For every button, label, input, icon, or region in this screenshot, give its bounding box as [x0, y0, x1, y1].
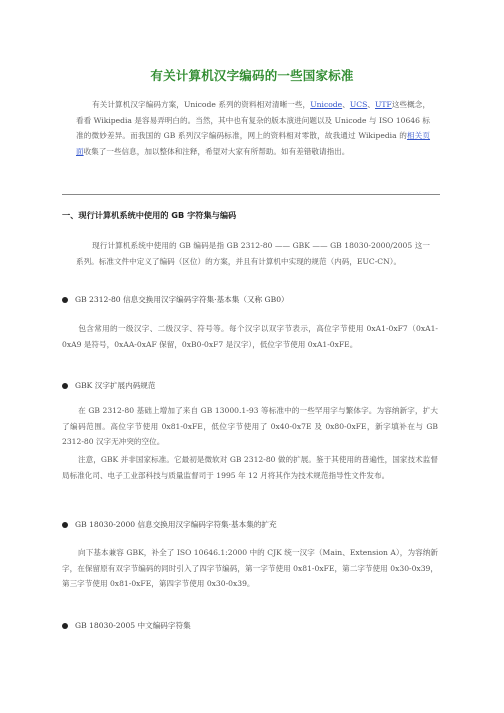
intro-paragraph	[76, 97, 430, 159]
utf-link[interactable]: UTF	[375, 100, 392, 109]
intro-text-1: 有关计算机汉字编码方案，Unicode 系列的资料相对清晰一些，	[92, 100, 311, 109]
section-divider	[62, 194, 440, 195]
item-paragraph	[62, 545, 438, 592]
separator: 、	[367, 100, 376, 109]
bullet-dot-icon	[62, 522, 68, 528]
bullet-label: GB 18030-2005 中文编码字符集	[75, 621, 191, 630]
bullet-item-gb18030-2000	[62, 519, 277, 530]
bullet-item-gb18030-2005	[62, 620, 191, 631]
section-intro-paragraph	[76, 238, 430, 269]
doc-title: 有关计算机汉字编码的一些国家标准	[150, 68, 354, 83]
item-paragraph	[62, 403, 438, 450]
item-text: 包含常用的一级汉字、二级汉字、符号等。每个汉字以双字节表示，高位字节使用 0xA1-0xF7（0xA1-0xA9 是符号，0xAA-0xAF 保留，0xB0-0xF7 是汉字），低位字节使用 0xA1-0xFE。	[62, 324, 438, 349]
related-pages-link[interactable]: 相关页面	[76, 131, 431, 156]
bullet-label: GB 2312-80 信息交换用汉字编码字符集·基本集（又称 GB0）	[75, 295, 289, 304]
bullet-item-gbk	[62, 380, 155, 391]
item-paragraph	[62, 321, 438, 352]
unicode-link[interactable]: Unicode	[310, 100, 343, 109]
item-text: 注意，GBK 并非国家标准。它最初是微软对 GB 2312-80 做的扩展。鉴于其使用的普遍性，国家技术监督局标准化司、电子工业部科技与质量监督司于 1995 年 12 月将其作为技术规范指导性文件发布。	[62, 455, 438, 480]
bullet-dot-icon	[62, 623, 68, 629]
bullet-label: GB 18030-2000 信息交换用汉字编码字符集·基本集的扩充	[75, 520, 277, 529]
bullet-dot-icon	[62, 297, 68, 303]
separator: 、	[342, 100, 350, 109]
ucs-link[interactable]: UCS	[349, 100, 368, 109]
item-text: 向下基本兼容 GBK，补全了 ISO 10646.1:2000 中的 CJK 统一汉字（Main、Extension A），为容纳新字，在保留原有双字节编码的同时引入了四字节编码，第一字节使用 0x81-0xFE，第二字节使用 0x30-0x39，第三字节使用 0x81-0xFE，第四字节使用 0x30-0x39。	[62, 548, 438, 589]
bullet-label: GBK 汉字扩展内码规范	[75, 381, 156, 390]
item-text: 在 GB 2312-80 基础上增加了来自 GB 13000.1-93 等标准中的一些罕用字与繁体字。为容纳新字，扩大了编码范围。高位字节使用 0x81-0xFE，低位字节使用了 0x40-0x7E 及 0x80-0xFE，新字填补在与 GB 2312-80 汉字无冲突的空位。	[62, 406, 438, 447]
intro-text-2: 这些概念，看看 Wikipedia 是容易弄明白的。当然，其中也有复杂的版本演进问题以及 Unicode 与 ISO 10646 标准的微妙差异。而我国的 GB 系列汉字编码标准，网上的资料相对零散，故我通过 Wikipedia 的	[76, 100, 431, 141]
intro-text-3: 收集了一些信息，加以整体和注释，希望对大家有所帮助。如有差错敬请指出。	[83, 146, 350, 156]
bullet-dot-icon	[62, 383, 68, 389]
section-heading: 一、现行计算机系统中使用的 GB 字符集与编码	[62, 210, 237, 220]
item-paragraph	[62, 452, 438, 483]
section-intro-text: 现行计算机系统中使用的 GB 编码是指 GB 2312-80 —— GBK —— GB 18030-2000/2005 这一系列。标准文件中定义了编码（区位）的方案，并且有计算机中实现的规范（内码，EUC-CN）。	[76, 241, 430, 266]
bullet-item-gb2312	[62, 294, 289, 305]
